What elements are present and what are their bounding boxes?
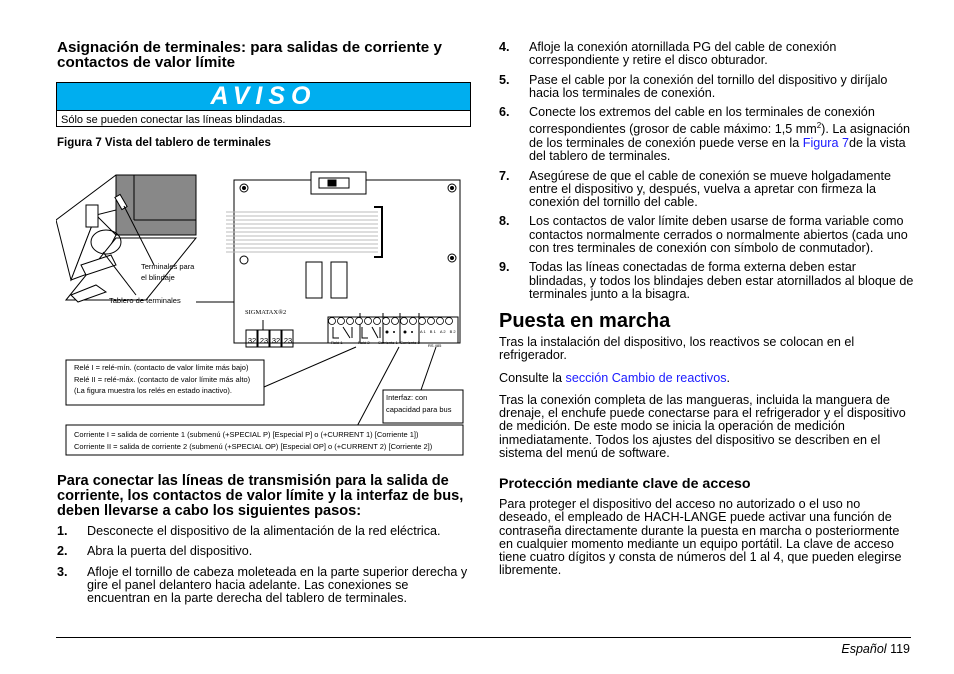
step-text: Desconecte el dispositivo de la alimentación de la red eléctrica. [87,524,441,538]
footer-language: Español [841,642,887,656]
group-label-corriente-1: Corriente 1 [378,340,398,345]
fuse-label: 32 [247,336,257,345]
figure-caption: Figura 7 Vista del tablero de terminales [57,137,271,149]
paragraph: Para proteger el dispositivo del acceso no autorizado o el uso no deseado, el empleado de HACH-LANGE puede activar una función de contraseña directamente durante la puesta en marcha o posteriormente en cualquier momento mediante un equipo portátil. La clave de acceso tiene cuatro dígitos y consta de números del 1 al 4, que pueden elegirse libremente. [499,497,902,578]
step-number: 7. [499,168,510,183]
step [499,106,914,163]
group-label-rele-2: Relé 2 [358,340,370,345]
subsection-heading: Protección mediante clave de acceso [499,476,751,492]
step [57,545,472,558]
relay-note [74,362,250,397]
current-note-line: Corriente II = salida de corriente 2 (submenú (+SPECIAL OP) [Especial OP] o (+CURRENT 2) [Corriente 2]) [74,441,433,451]
group-label-corriente-2: Corriente 2 [400,340,420,345]
current-note [74,429,432,452]
footer-divider [56,637,911,638]
step-text-part: Conecte los extremos del cable en los terminales de conexión correspondientes (grosor de cable máximo: 1,5 mm [529,105,875,137]
step-number: 4. [499,40,510,54]
notice-box [56,82,471,127]
step-number: 5. [499,72,510,87]
bus-note-line: capacidad para bus [386,405,452,414]
fuse-label: 23 [259,336,269,345]
step-text: Abra la puerta del dispositivo. [87,544,253,559]
step [57,566,472,606]
step [499,170,914,210]
bus-pin: A 1 [420,329,426,334]
bus-pin: B 1 [429,329,436,334]
paragraph-text: Consulte la [499,370,566,385]
step [499,215,914,255]
fuse-label: 32 [271,336,281,345]
label-shield-line-1: Terminales para [141,262,195,271]
puesta-body [499,336,914,469]
procedure-title: Para conectar las líneas de transmisión para la salida de corriente, los contactos de valor límite y la interfaz de bus, deben llevarse a cabo los siguientes pasos: [57,473,464,519]
section-title: Asignación de terminales: para salidas de corriente y contactos de valor límite [57,39,442,71]
paragraph [499,372,914,385]
cambio-de-reactivos-link[interactable]: sección Cambio de reactivos [565,370,727,385]
fuse-label: 23 [283,336,293,345]
label-terminal-board: Tablero de terminales [109,296,181,305]
bus-pin: A 2 [439,329,446,334]
relay-note-line: Relé II = relé-máx. (contacto de valor límite más alto) [74,374,251,384]
step-text-part: ). La asignación de los terminales de conexión puede verse en la [529,122,911,150]
relay-note-line: (La figura muestra los relés en estado inactivo). [74,386,232,395]
step-number: 1. [57,524,68,538]
page-number: 119 [890,642,910,656]
step-number: 3. [57,564,68,579]
superscript: 2 [816,121,822,131]
brand-label: SIGMATAX®2 [245,309,287,316]
step [499,41,914,68]
paragraph-text: . [726,370,731,385]
page-footer [841,642,910,656]
step-number: 2. [57,544,68,559]
paragraph: Tras la instalación del dispositivo, los reactivos se colocan en el refrigerador. [499,335,855,363]
paragraph: Tras la conexión completa de las mangueras, incluida la manguera de drenaje, el enchufe puede conectarse para el refrigerador y el dispositivo de medición. De este modo se inicia la operación de medición inmediatamente. Todos los ajustes del dispositivo se describen en el sistema del menú de software. [499,392,906,461]
step [499,74,914,101]
bus-pins [420,329,456,334]
step-text: Los contactos de valor límite deben usarse de forma variable como contactos normalmente cerrados o normalmente abiertos (cada uno con tres terminales de conexión con símbolo de conmutador). [529,214,908,256]
step-number: 6. [499,105,510,120]
group-label-rs485: RS 485 [428,343,442,348]
bus-note-line: Interfaz: con [386,393,428,402]
step-number: 9. [499,260,510,275]
group-label-rele-1: Relé 1 [331,340,343,345]
bus-note [386,392,451,416]
step [499,261,914,301]
steps-list-right [499,41,914,307]
step-number: 8. [499,214,510,229]
notice-text: Sólo se pueden conectar las líneas blindadas. [61,114,286,126]
step-text: Todas las líneas conectadas de forma externa deben estar blindadas, y todos los blindajes deben estar atornillados al bloque de terminales junto a la bisagra. [529,260,914,301]
notice-heading: AVISO [57,83,470,111]
section-heading-puesta-en-marcha: Puesta en marcha [499,310,671,332]
label-shield-terminals [141,261,194,283]
step-text: Pase el cable por la conexión del tornillo del dispositivo y diríjalo hacia los terminales de conexión. [529,72,888,100]
step-text: Afloje el tornillo de cabeza moleteada en la parte superior derecha y gire el panel delantero hacia adelante. Las conexiones se encuentran en la parte derecha del tablero de terminales. [87,564,468,606]
step-text-part: de la vista del tablero de terminales. [529,135,906,164]
figure-7-link[interactable]: Figura 7 [802,135,849,150]
step-text [529,106,914,163]
bus-pin: B 2 [449,329,456,334]
relay-note-line: Relé I = relé-mín. (contacto de valor límite más bajo) [74,363,249,372]
step-text: Asegúrese de que el cable de conexión se mueve holgadamente entre el dispositivo y, después, vuelva a apretar con firmeza la conexión del tornillo del cable. [529,168,891,210]
label-shield-line-2: el blindaje [141,273,175,282]
fuse-labels [246,336,294,345]
current-note-line: Corriente I = salida de corriente 1 (submenú (+SPECIAL P) [Especial P] o (+CURRENT 1) [Corriente 1]) [74,430,419,439]
step-text: Afloje la conexión atornillada PG del cable de conexión correspondiente y retire el disco obturador. [529,40,837,68]
step [57,525,472,538]
steps-list-left [57,525,472,611]
